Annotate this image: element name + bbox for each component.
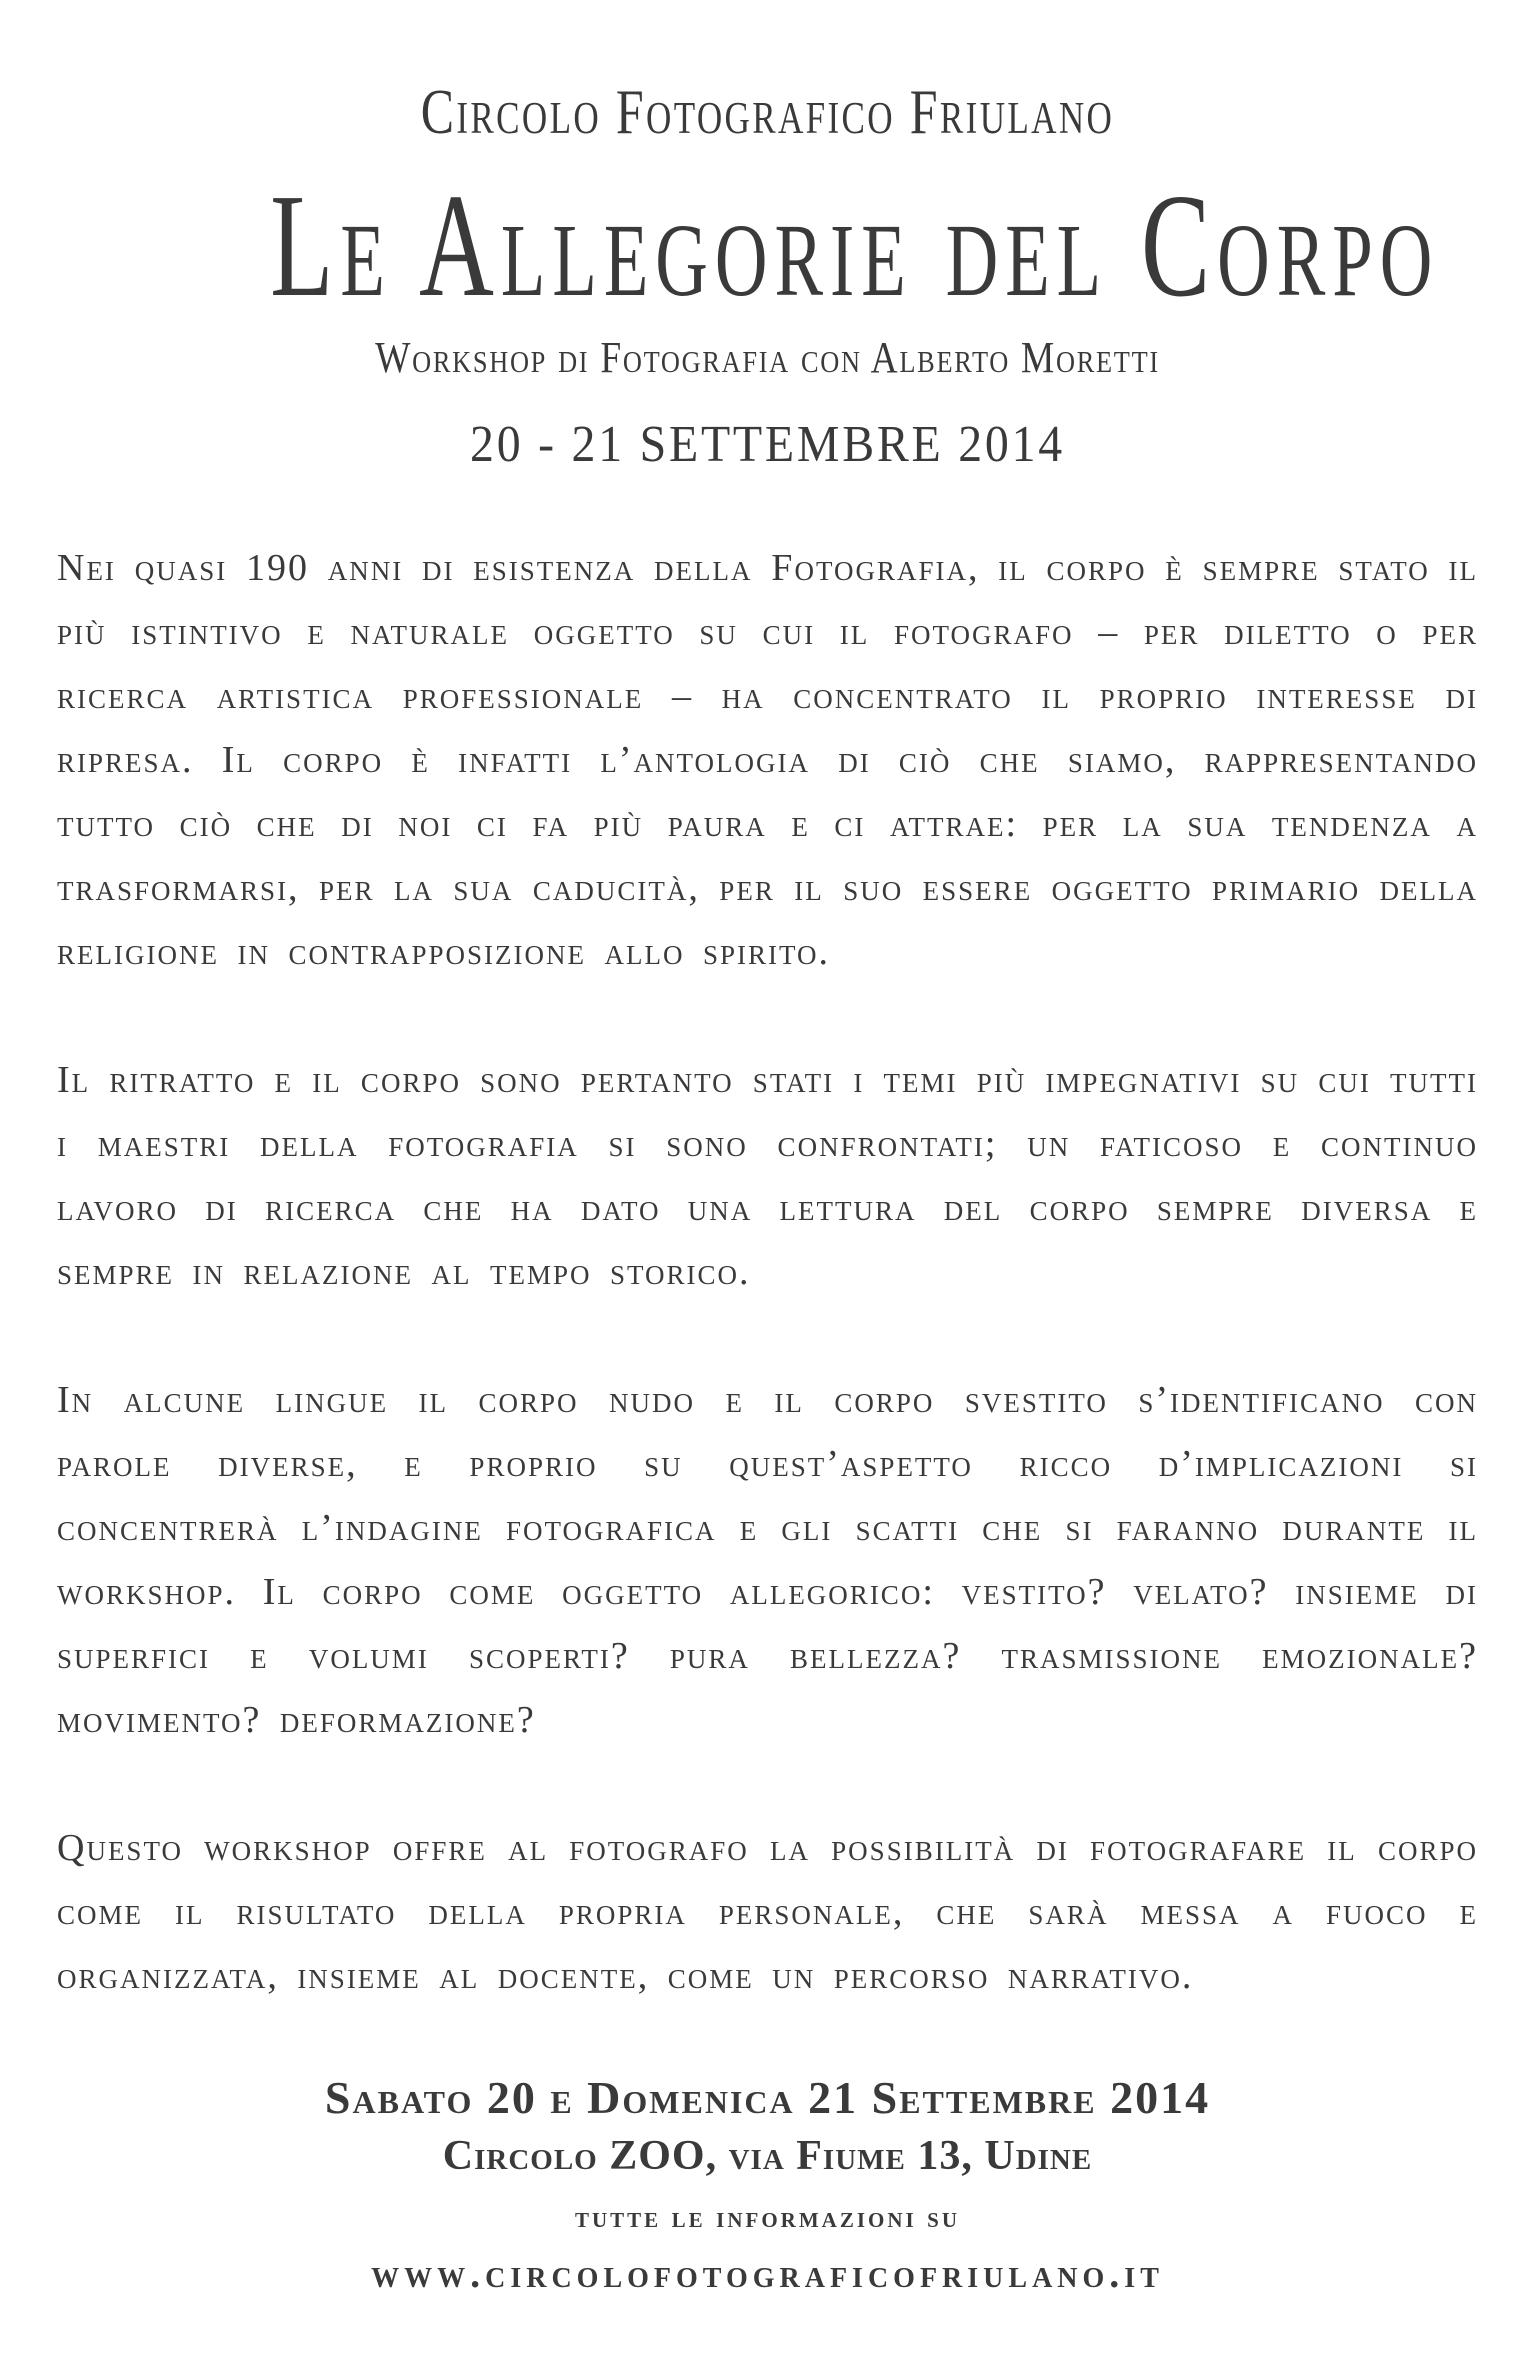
workshop-subtitle: Workshop di Fotografia con Alberto Moretti: [375, 333, 1160, 382]
footer-website: www.circolofotograficofriulano.it: [371, 2251, 1164, 2297]
footer-venue: Circolo ZOO, via Fiume 13, Udine: [442, 2133, 1093, 2180]
body-paragraph-1: Nei quasi 190 anni di esistenza della Fotografia, il corpo è sempre stato il più istintivo e naturale oggetto su cui il fotografo – per diletto o per ricerca artistica professionale – ha concentrato il proprio interesse di ripresa. Il corpo è infatti l’antologia di ciò che siamo, rappresentando tutto ciò che di noi ci fa più paura e ci attrae: per la sua tendenza a trasformarsi, per la sua caducità, per il suo essere oggetto primario della religione in contrapposizione allo spirito.: [57, 546, 1478, 973]
flyer-footer: [57, 2072, 1478, 2298]
body-paragraph-2: Il ritratto e il corpo sono pertanto stati i temi più impegnativi su cui tutti i maestri della fotografia si sono confrontati; un faticoso e continuo lavoro di ricerca che ha dato una lettura del corpo sempre diversa e sempre in relazione al tempo storico.: [57, 1058, 1478, 1293]
page-title: Le Allegorie del Corpo: [270, 164, 1440, 328]
body-paragraph-3: In alcune lingue il corpo nudo e il corpo svestito s’identificano con parole diverse, e proprio su quest’aspetto ricco d’implicazioni si concentrerà l’indagine fotografica e gli scatti che si faranno durante il workshop. Il corpo come oggetto allegorico: vestito? velato? insieme di superfici e volumi scoperti? pura bellezza? trasmissione emozionale? movimento? deformazione?: [57, 1378, 1478, 1741]
event-dates: 20 - 21 SETTEMBRE 2014: [470, 416, 1065, 474]
footer-info-label: tutte le informazioni su: [574, 2200, 961, 2234]
footer-event-dates: Sabato 20 e Domenica 21 Settembre 2014: [324, 2071, 1211, 2123]
flyer-header: [57, 76, 1478, 474]
flyer-body: [57, 536, 1478, 2008]
body-paragraph-4: Questo workshop offre al fotografo la possibilità di fotografare il corpo come il risultato della propria personale, che sarà messa a fuoco e organizzata, insieme al docente, come un percorso narrativo.: [57, 1826, 1478, 1997]
organization-name: Circolo Fotografico Friulano: [420, 76, 1115, 147]
